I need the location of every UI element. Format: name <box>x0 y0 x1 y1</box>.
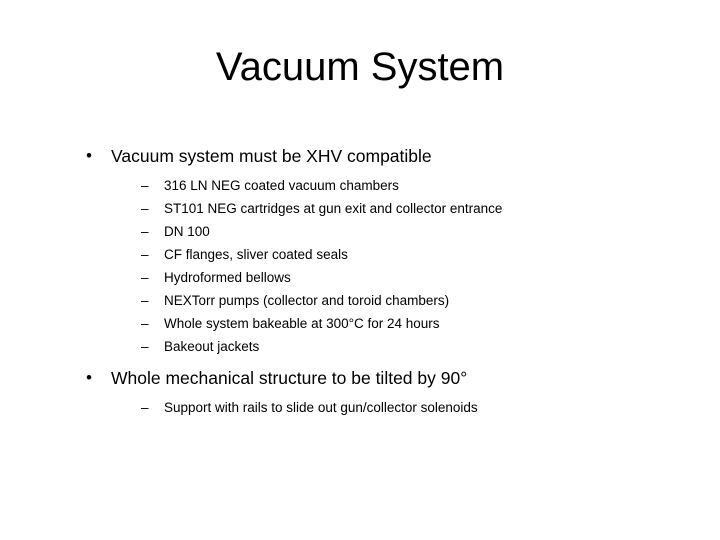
dash-marker: – <box>141 316 149 331</box>
sub-bullet-item <box>111 220 686 243</box>
sub-bullet-text: 316 LN NEG coated vacuum chambers <box>164 178 399 193</box>
sub-bullet-text: Support with rails to slide out gun/collector solenoids <box>164 400 478 415</box>
sub-bullet-list <box>111 396 686 419</box>
sub-bullet-text: DN 100 <box>164 224 210 239</box>
dash-marker: – <box>141 400 149 415</box>
bullet-marker: • <box>86 368 92 387</box>
dash-marker: – <box>141 247 149 262</box>
sub-bullet-item <box>111 174 686 197</box>
sub-bullet-item <box>111 266 686 289</box>
sub-bullet-item <box>111 197 686 220</box>
sub-bullet-item <box>111 289 686 312</box>
sub-bullet-text: ST101 NEG cartridges at gun exit and collector entrance <box>164 201 503 216</box>
sub-bullet-text: Bakeout jackets <box>164 339 260 354</box>
bullet-text: Whole mechanical structure to be tilted by 90° <box>111 368 468 388</box>
dash-marker: – <box>141 293 149 308</box>
dash-marker: – <box>141 339 149 354</box>
sub-bullet-item <box>111 312 686 335</box>
bullet-item <box>86 364 686 419</box>
dash-marker: – <box>141 178 149 193</box>
sub-bullet-text: Hydroformed bellows <box>164 270 291 285</box>
sub-bullet-text: Whole system bakeable at 300°C for 24 hours <box>164 316 440 331</box>
dash-marker: – <box>141 270 149 285</box>
bullet-marker: • <box>86 146 92 165</box>
slide-body <box>86 142 686 425</box>
bullet-text: Vacuum system must be XHV compatible <box>111 146 432 166</box>
slide-title: Vacuum System <box>215 45 505 89</box>
bullet-list <box>86 142 686 419</box>
dash-marker: – <box>141 224 149 239</box>
sub-bullet-list <box>111 174 686 358</box>
bullet-item <box>86 142 686 358</box>
sub-bullet-text: NEXTorr pumps (collector and toroid chambers) <box>164 293 450 308</box>
dash-marker: – <box>141 201 149 216</box>
sub-bullet-item <box>111 396 686 419</box>
sub-bullet-item <box>111 335 686 358</box>
sub-bullet-text: CF flanges, sliver coated seals <box>164 247 348 262</box>
sub-bullet-item <box>111 243 686 266</box>
